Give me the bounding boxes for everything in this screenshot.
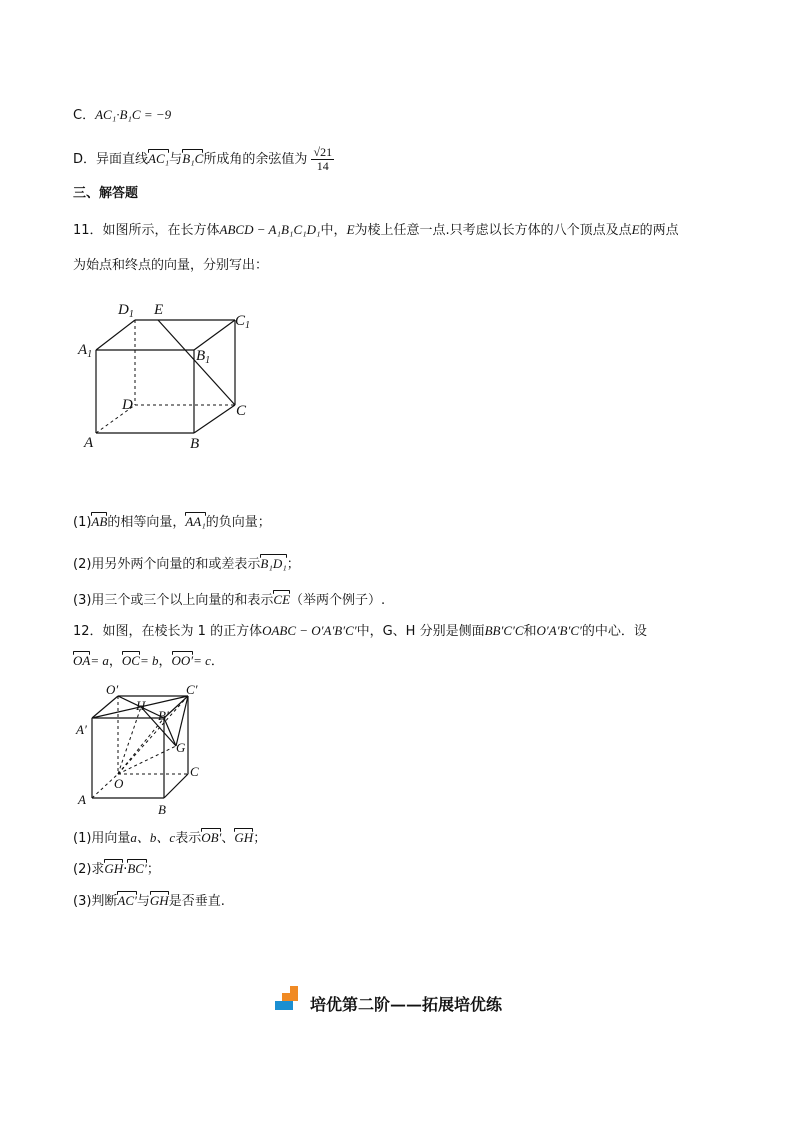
vector-oo-prime: OO′ [171,653,194,668]
vector-oa: OA [73,653,91,668]
hidden-segment-o-g [118,746,176,774]
q12-cube-figure [70,682,220,822]
q12-sub1 [73,829,266,848]
q12-sub1-vars: a、b、c [130,830,176,845]
vector-oc-value: = b [139,653,159,668]
label-h: H [136,698,146,713]
q12-sub2-dot: · [123,862,128,877]
q12-intro [73,622,647,641]
q11-sub1-number: (1) [73,515,92,530]
vector-oa-value: = a [90,653,109,668]
q11-sub2-vector: B₁D₁ [260,556,287,571]
option-d-vector-1: AC₁ [148,151,170,166]
q12-sub1-text: (1)用向量 [73,831,131,846]
footer-logo-icon [275,986,309,1012]
vector-oo-prime-value: = c [193,653,211,668]
q11-sub3-text-2: （举两个例子）. [290,593,386,608]
q11-cuboid-figure [70,290,270,460]
q12-sub1-vector-2: GH [234,830,254,845]
label-c-prime: C′ [186,682,198,697]
q11-sub2-text: (2)用另外两个向量的和或差表示 [73,557,261,572]
fraction-numerator: √21 [313,145,333,159]
q12-sub2-vector-2: BC′ [127,861,147,876]
q11-intro [73,221,679,240]
q11-intro-text-3: 为棱上任意一点.只考虑以长方体的八个顶点及点 [354,223,632,238]
q12-sub3-vector-1: AC′ [117,893,137,908]
q12-sub1-text-2: 表示 [175,831,202,846]
q12-face-2: O′A′B′C′ [536,623,582,638]
q11-intro-text-4: 的两点 [639,223,679,238]
footer-heading [275,986,575,1016]
q11-sub1-text-2: 的负向量； [205,515,271,530]
label-a1: $A_1$ [78,342,93,360]
edge-b-c [164,774,188,798]
q12-sub1-text-3: ； [253,831,267,846]
segment-c-prime-g [176,696,188,746]
label-d: D [122,397,133,413]
label-c: C [236,403,247,419]
edge-b-c [194,405,235,433]
hidden-segment-o-c-prime [118,696,188,774]
definition-end: ． [210,654,224,669]
logo-block-blue [275,1001,293,1010]
separator: ， [108,654,122,669]
q12-sub2-text-2: ； [146,862,160,877]
footer-title: 培优第二阶——拓展培优练 [310,995,503,1014]
label-o: O [114,776,124,791]
label-a: A [84,435,94,451]
label-c1: $C_1$ [235,313,251,331]
q11-sub2 [73,555,300,574]
label-a-prime: A′ [76,722,87,737]
q12-sub2-text: (2)求 [73,862,105,877]
label-c: C [190,764,199,779]
logo-block-orange-small [290,986,298,994]
option-c [73,106,171,125]
q12-sub1-vector-1: OB′ [201,830,222,845]
option-d-label: D． [73,152,97,167]
q11-sub1-text: 的相等向量， [107,515,186,530]
q12-intro-text-2: 中，G、H 分别是侧面 [356,624,485,639]
q12-sub2 [73,860,160,879]
q11-sub1-vector-2: AA₁ [185,514,206,529]
q12-sub1-sep: 、 [221,831,235,846]
edge-b1-c1 [194,320,235,350]
q12-sub3-vector-2: GH [149,893,169,908]
q12-intro-text: 12．如图，在棱长为 1 的正方体 [73,624,263,639]
q11-point-e: E [346,222,355,237]
logo-block-orange [282,993,298,1001]
q12-sub3-text-2: 与 [136,894,150,909]
q12-sub3-text-3: 是否垂直. [168,894,225,909]
q11-solid: ABCD − A₁B₁C₁D₁ [219,222,321,237]
option-d-text: 异面直线 [96,152,149,167]
q11-intro-text-2: 中， [320,223,347,238]
option-d-fraction [311,146,334,173]
option-c-label: C． [73,108,96,123]
label-e: E [154,302,164,318]
label-b-prime: B′ [158,708,169,723]
q11-intro-line2: 为始点和终点的向量，分别写出： [73,258,269,273]
hidden-segment-o-h [118,707,141,774]
q11-sub3 [73,591,385,610]
edge-a1-d1 [96,320,135,350]
label-d1: $D_1$ [118,302,134,320]
q11-intro-text: 11．如图所示，在长方体 [73,223,220,238]
separator-2: ， [158,654,172,669]
label-b: B [158,802,166,817]
label-b1: $B_1$ [196,348,211,366]
q12-sub3 [73,892,225,911]
q11-sub3-text: (3)用三个或三个以上向量的和表示 [73,593,274,608]
q11-sub1-vector-1: AB [91,514,108,529]
vector-oc: OC [121,653,140,668]
q12-sub2-vector-1: GH [104,861,124,876]
q12-sub3-text: (3)判断 [73,894,118,909]
q11-sub1 [73,513,271,532]
label-b: B [190,436,200,452]
q12-cube: OABC − O′A′B′C′ [262,623,357,638]
q12-intro-text-4: 的中心．设 [581,624,647,639]
fraction-denominator: 14 [316,159,329,173]
option-d-text-3: 所成角的余弦值为 [203,152,308,167]
label-g: G [176,740,186,755]
q12-definitions [73,652,224,671]
option-d-text-2: 与 [169,152,183,167]
hidden-segment-o-b-prime [118,718,164,774]
option-d [73,146,334,173]
section-title: 三、解答题 [73,186,139,201]
option-c-expr: AC₁·B₁C = −9 [95,107,172,122]
q11-sub2-text-2: ； [286,557,300,572]
q12-face-1: BB′C′C [484,623,524,638]
option-d-vector-2: B₁C [182,151,204,166]
q12-intro-text-3: 和 [523,624,537,639]
label-a: A [78,792,86,807]
q11-sub3-vector: CE [273,592,291,607]
label-o-prime: O′ [106,682,119,697]
q11-point-e-2: E [631,222,640,237]
